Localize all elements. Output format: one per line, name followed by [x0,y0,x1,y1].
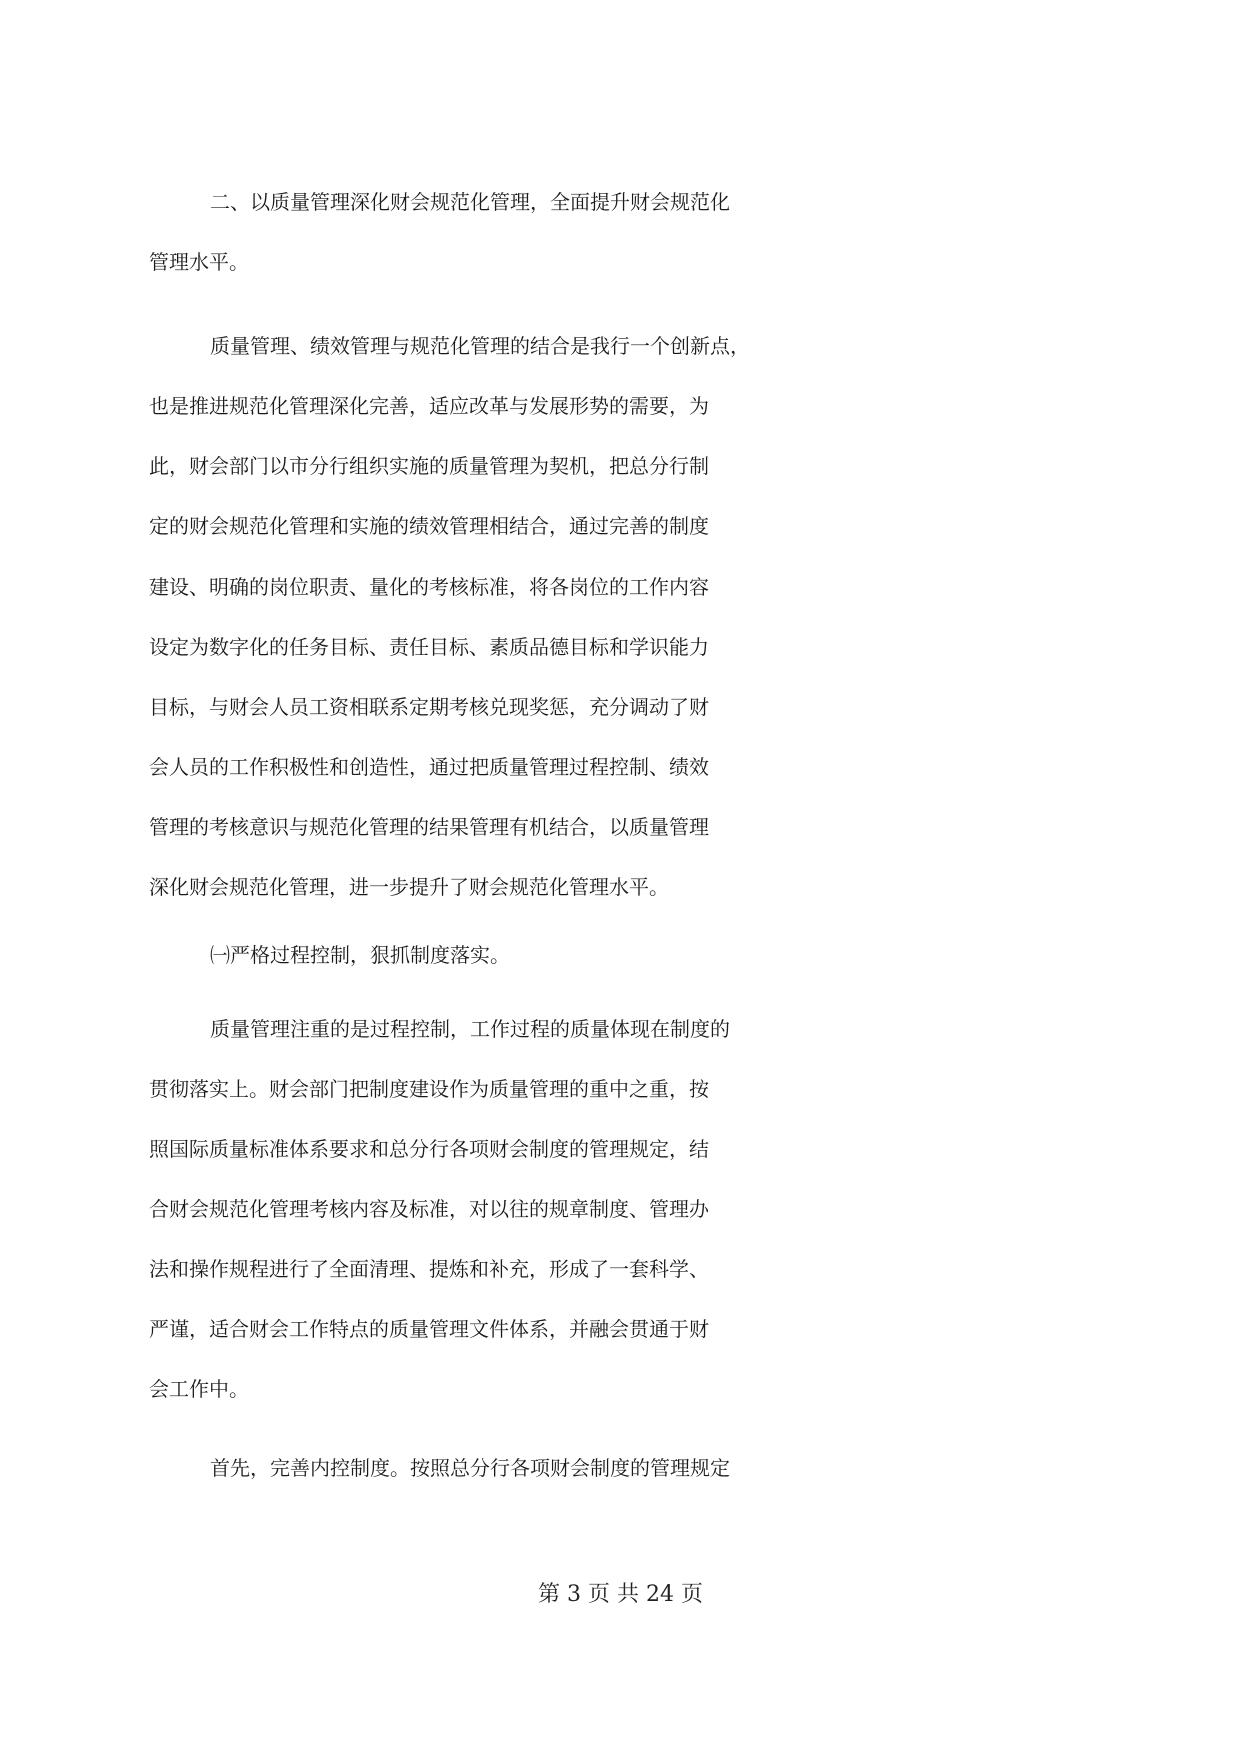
page-number-label: 第 3 页 共 24 页 [538,1582,703,1607]
paragraph-1-line-7: 目标，与财会人员工资相联系定期考核兑现奖惩，充分调动了财 [149,695,709,719]
paragraph-1-line-3: 此，财会部门以市分行组织实施的质量管理为契机，把总分行制 [149,454,709,478]
paragraph-1-line-10: 深化财会规范化管理，进一步提升了财会规范化管理水平。 [149,875,669,899]
paragraph-2-line-7: 会工作中。 [149,1377,249,1401]
paragraph-2-line-3: 照国际质量标准体系要求和总分行各项财会制度的管理规定，结 [149,1137,709,1161]
paragraph-1-line-5: 建设、明确的岗位职责、量化的考核标准，将各岗位的工作内容 [149,575,709,599]
paragraph-2-line-4: 合财会规范化管理考核内容及标准，对以往的规章制度、管理办 [149,1197,709,1221]
paragraph-2-line-6: 严谨，适合财会工作特点的质量管理文件体系，并融会贯通于财 [149,1317,709,1341]
paragraph-2-line-1: 质量管理注重的是过程控制，工作过程的质量体现在制度的 [210,1017,730,1041]
paragraph-3-line-1: 首先，完善内控制度。按照总分行各项财会制度的管理规定 [210,1456,730,1480]
paragraph-1-line-1: 质量管理、绩效管理与规范化管理的结合是我行一个创新点， [210,334,750,358]
paragraph-2-line-2: 贯彻落实上。财会部门把制度建设作为质量管理的重中之重，按 [149,1077,709,1101]
paragraph-1-line-9: 管理的考核意识与规范化管理的结果管理有机结合，以质量管理 [149,815,709,839]
paragraph-1-line-4: 定的财会规范化管理和实施的绩效管理相结合，通过完善的制度 [149,514,709,538]
paragraph-2-line-5: 法和操作规程进行了全面清理、提炼和补充，形成了一套科学、 [149,1257,709,1281]
paragraph-1-line-6: 设定为数字化的任务目标、责任目标、素质品德目标和学识能力 [149,635,709,659]
heading-section-2-line-1: 二、以质量管理深化财会规范化管理，全面提升财会规范化 [210,190,730,214]
page-footer [0,1580,1241,1610]
heading-section-2-line-2: 管理水平。 [149,250,249,274]
paragraph-1-line-8: 会人员的工作积极性和创造性，通过把质量管理过程控制、绩效 [149,755,709,779]
paragraph-1-line-2: 也是推进规范化管理深化完善，适应改革与发展形势的需要，为 [149,394,709,418]
subheading-1: ㈠严格过程控制，狠抓制度落实。 [210,943,510,967]
